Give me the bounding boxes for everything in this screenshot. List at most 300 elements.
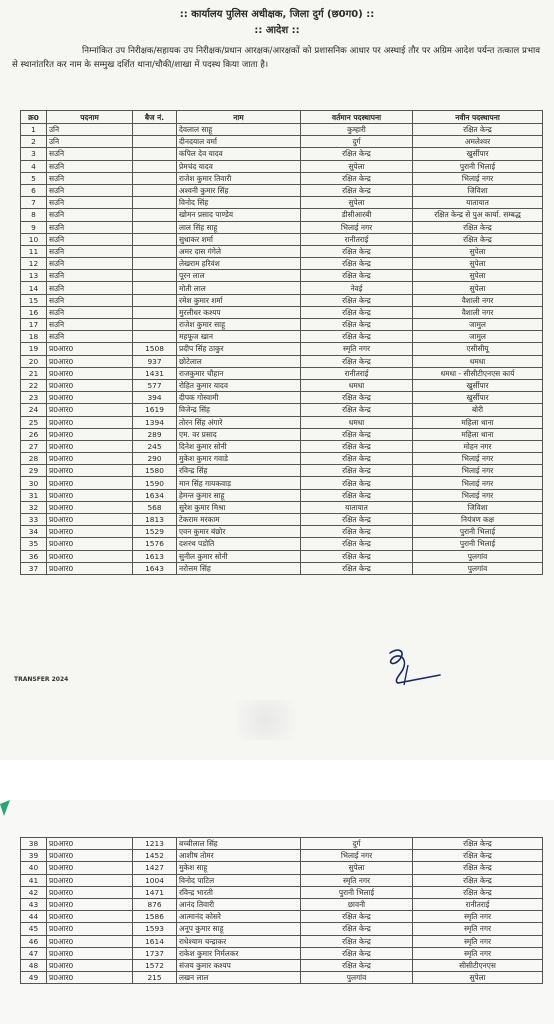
cell-new-posting: रक्षित केन्द्र bbox=[413, 850, 543, 862]
cell-new-posting: पुरानी भिलाई bbox=[413, 538, 543, 550]
table-row bbox=[21, 886, 543, 898]
cell-serial: 45 bbox=[21, 923, 47, 935]
cell-current-posting: रक्षित केन्द्र bbox=[301, 245, 413, 257]
cell-rank: प्र0आर0 bbox=[47, 428, 133, 440]
cell-new-posting: वैशाली नगर bbox=[413, 306, 543, 318]
cell-new-posting: रक्षित केन्द्र bbox=[413, 221, 543, 233]
cell-badge: 1593 bbox=[133, 923, 177, 935]
cell-current-posting: रक्षित केन्द्र bbox=[301, 404, 413, 416]
cell-rank: सउनि bbox=[47, 148, 133, 160]
cell-new-posting: स्मृति नगर bbox=[413, 911, 543, 923]
cell-current-posting: रक्षित केन्द्र bbox=[301, 172, 413, 184]
cell-current-posting: रक्षित केन्द्र bbox=[301, 911, 413, 923]
cell-rank: प्र0आर0 bbox=[47, 416, 133, 428]
cell-badge: 1452 bbox=[133, 850, 177, 862]
cell-new-posting: सुपेला bbox=[413, 245, 543, 257]
cell-current-posting: सुपेला bbox=[301, 160, 413, 172]
cell-badge bbox=[133, 282, 177, 294]
cell-serial: 5 bbox=[21, 172, 47, 184]
table-row bbox=[21, 136, 543, 148]
cell-badge bbox=[133, 233, 177, 245]
cell-current-posting: रक्षित केन्द्र bbox=[301, 514, 413, 526]
cell-serial: 20 bbox=[21, 355, 47, 367]
cell-name: एम. वर प्रसाद bbox=[177, 428, 301, 440]
cell-new-posting: बोरी bbox=[413, 404, 543, 416]
cell-serial: 2 bbox=[21, 136, 47, 148]
cell-badge: 1619 bbox=[133, 404, 177, 416]
table-row bbox=[21, 477, 543, 489]
cell-badge: 1576 bbox=[133, 538, 177, 550]
cell-serial: 4 bbox=[21, 160, 47, 172]
table-row bbox=[21, 258, 543, 270]
table-row bbox=[21, 355, 543, 367]
cell-rank: सउनि bbox=[47, 245, 133, 257]
cell-current-posting: रानीतराई bbox=[301, 233, 413, 245]
cell-new-posting: खुर्सीपार bbox=[413, 392, 543, 404]
cell-badge: 1394 bbox=[133, 416, 177, 428]
cell-serial: 31 bbox=[21, 489, 47, 501]
cell-current-posting: रक्षित केन्द्र bbox=[301, 319, 413, 331]
cell-serial: 47 bbox=[21, 947, 47, 959]
table-row bbox=[21, 245, 543, 257]
cell-new-posting: रक्षित केन्द्र bbox=[413, 233, 543, 245]
cell-serial: 23 bbox=[21, 392, 47, 404]
col-header-name: नाम bbox=[177, 111, 301, 124]
cell-name: मुरलीधर कश्यप bbox=[177, 306, 301, 318]
cell-rank: उनि bbox=[47, 136, 133, 148]
table-row bbox=[21, 306, 543, 318]
cell-name: प्रदीप सिंह ठाकुर bbox=[177, 343, 301, 355]
cell-rank: सउनि bbox=[47, 258, 133, 270]
cell-current-posting: रक्षित केन्द्र bbox=[301, 562, 413, 574]
table-row bbox=[21, 172, 543, 184]
cell-badge: 1613 bbox=[133, 550, 177, 562]
table-row bbox=[21, 959, 543, 971]
cell-badge bbox=[133, 124, 177, 136]
cell-badge bbox=[133, 221, 177, 233]
cell-name: दिनेश कुमार सोनी bbox=[177, 440, 301, 452]
cell-name: आत्मानंद कोसरे bbox=[177, 911, 301, 923]
cell-badge bbox=[133, 294, 177, 306]
cell-rank: प्र0आर0 bbox=[47, 874, 133, 886]
table-row bbox=[21, 404, 543, 416]
cell-name: दीपक गोस्वामी bbox=[177, 392, 301, 404]
cell-name: आनंद तिवारी bbox=[177, 898, 301, 910]
table-row bbox=[21, 550, 543, 562]
cell-serial: 30 bbox=[21, 477, 47, 489]
cell-name: मुकेश कुमार गवाडे bbox=[177, 453, 301, 465]
cell-badge bbox=[133, 319, 177, 331]
cell-new-posting: जिविशा bbox=[413, 501, 543, 513]
cell-name: लाल सिंह साहू bbox=[177, 221, 301, 233]
cell-rank: सउनि bbox=[47, 172, 133, 184]
cell-current-posting: रक्षित केन्द्र bbox=[301, 526, 413, 538]
cell-rank: प्र0आर0 bbox=[47, 489, 133, 501]
order-title: :: आदेश :: bbox=[254, 25, 300, 36]
cell-rank: प्र0आर0 bbox=[47, 440, 133, 452]
cell-serial: 25 bbox=[21, 416, 47, 428]
cell-badge bbox=[133, 136, 177, 148]
cell-current-posting: कुम्हारी bbox=[301, 124, 413, 136]
cell-serial: 44 bbox=[21, 911, 47, 923]
cell-serial: 28 bbox=[21, 453, 47, 465]
cell-new-posting: यातायात bbox=[413, 197, 543, 209]
cell-badge bbox=[133, 245, 177, 257]
cell-new-posting: जामुल bbox=[413, 319, 543, 331]
col-header-rank: पदनाम bbox=[47, 111, 133, 124]
cell-name: सुरेश कुमार मिश्रा bbox=[177, 501, 301, 513]
cell-badge: 1634 bbox=[133, 489, 177, 501]
cell-name: देवलाल साहू bbox=[177, 124, 301, 136]
cell-name: पूरन लाल bbox=[177, 270, 301, 282]
cell-new-posting: भिलाई नगर bbox=[413, 465, 543, 477]
cell-badge: 937 bbox=[133, 355, 177, 367]
table-row bbox=[21, 197, 543, 209]
cell-name: विनोद पाटिल bbox=[177, 874, 301, 886]
cell-new-posting: रक्षित केन्द्र bbox=[413, 124, 543, 136]
cell-name: रविन्द्र सिंह bbox=[177, 465, 301, 477]
cell-current-posting: पुरानी भिलाई bbox=[301, 886, 413, 898]
cell-name: मुकेश साहू bbox=[177, 862, 301, 874]
table-body-page-1 bbox=[21, 124, 543, 575]
table-row bbox=[21, 923, 543, 935]
cell-new-posting: पुरानी भिलाई bbox=[413, 526, 543, 538]
transfer-table-page-2 bbox=[20, 837, 543, 984]
cell-badge: 394 bbox=[133, 392, 177, 404]
cell-serial: 6 bbox=[21, 184, 47, 196]
cell-name: राजेश कुमार साहू bbox=[177, 319, 301, 331]
cell-new-posting: महिला थाना bbox=[413, 428, 543, 440]
cell-badge bbox=[133, 306, 177, 318]
cell-current-posting: सुपेला bbox=[301, 862, 413, 874]
table-header-row bbox=[21, 111, 543, 124]
table-row bbox=[21, 489, 543, 501]
cell-new-posting: भिलाई नगर bbox=[413, 489, 543, 501]
cell-badge: 1643 bbox=[133, 562, 177, 574]
table-row bbox=[21, 221, 543, 233]
cell-current-posting: रक्षित केन्द्र bbox=[301, 392, 413, 404]
table-row bbox=[21, 392, 543, 404]
cell-new-posting: धमधा - सीसीटीएनएस कार्य bbox=[413, 367, 543, 379]
cell-name: छोटेलाल bbox=[177, 355, 301, 367]
cell-rank: प्र0आर0 bbox=[47, 886, 133, 898]
cell-serial: 22 bbox=[21, 379, 47, 391]
table-row bbox=[21, 850, 543, 862]
cell-rank: सउनि bbox=[47, 282, 133, 294]
cell-serial: 8 bbox=[21, 209, 47, 221]
table-row bbox=[21, 911, 543, 923]
cell-serial: 19 bbox=[21, 343, 47, 355]
cell-rank: सउनि bbox=[47, 319, 133, 331]
table-row bbox=[21, 416, 543, 428]
table-row bbox=[21, 282, 543, 294]
cell-badge: 1004 bbox=[133, 874, 177, 886]
cell-badge: 1614 bbox=[133, 935, 177, 947]
cell-name: लखन लाल bbox=[177, 972, 301, 984]
cell-serial: 27 bbox=[21, 440, 47, 452]
table-row bbox=[21, 874, 543, 886]
cell-current-posting: धमधा bbox=[301, 379, 413, 391]
cell-rank: प्र0आर0 bbox=[47, 526, 133, 538]
cell-new-posting: स्मृति नगर bbox=[413, 947, 543, 959]
cell-rank: प्र0आर0 bbox=[47, 911, 133, 923]
cell-serial: 1 bbox=[21, 124, 47, 136]
cell-badge bbox=[133, 160, 177, 172]
cell-new-posting: नियंत्रण कक्ष bbox=[413, 514, 543, 526]
cell-new-posting: भिलाई नगर bbox=[413, 453, 543, 465]
cell-rank: प्र0आर0 bbox=[47, 898, 133, 910]
table-row bbox=[21, 184, 543, 196]
cell-rank: सउनि bbox=[47, 184, 133, 196]
cell-name: सुधाकर शर्मा bbox=[177, 233, 301, 245]
cell-new-posting: रक्षित केन्द्र bbox=[413, 838, 543, 850]
cell-badge bbox=[133, 148, 177, 160]
cell-rank: सउनि bbox=[47, 270, 133, 282]
cell-new-posting: एसीसीयू bbox=[413, 343, 543, 355]
cell-badge bbox=[133, 331, 177, 343]
cell-current-posting: सुपेला bbox=[301, 197, 413, 209]
order-intro-paragraph: निम्नांकित उप निरीक्षक/सहायक उप निरीक्षक/प्रधान आरक्षक/आरक्षकों को प्रशासनिक आधार पर अस्थाई तौर पर अग्रिम आदेश पर्यन्त तत्काल प्रभाव से स्थानांतरित कर नाम के सम्मुख दर्शित थाना/चौकी/शाखा में पदस्थ किया जाता है। bbox=[12, 46, 540, 70]
cell-serial: 35 bbox=[21, 538, 47, 550]
cell-serial: 36 bbox=[21, 550, 47, 562]
cell-current-posting: भिलाई नगर bbox=[301, 850, 413, 862]
cell-new-posting: जामुल bbox=[413, 331, 543, 343]
cell-serial: 9 bbox=[21, 221, 47, 233]
cell-current-posting: रक्षित केन्द्र bbox=[301, 947, 413, 959]
cell-name: दीनदयाल वर्मा bbox=[177, 136, 301, 148]
cell-serial: 46 bbox=[21, 935, 47, 947]
table-row bbox=[21, 343, 543, 355]
cell-name: लेखराम हरिवंश bbox=[177, 258, 301, 270]
cell-new-posting: भिलाई नगर bbox=[413, 172, 543, 184]
cell-current-posting: रक्षित केन्द्र bbox=[301, 489, 413, 501]
cell-new-posting: सीसीटीएनएस bbox=[413, 959, 543, 971]
cell-serial: 3 bbox=[21, 148, 47, 160]
cell-badge: 1586 bbox=[133, 911, 177, 923]
table-row bbox=[21, 935, 543, 947]
cell-name: राजकुमार चौहान bbox=[177, 367, 301, 379]
cell-serial: 29 bbox=[21, 465, 47, 477]
cell-badge: 215 bbox=[133, 972, 177, 984]
cell-new-posting: रानीतराई bbox=[413, 898, 543, 910]
cell-new-posting: सुपेला bbox=[413, 270, 543, 282]
col-header-badge: बैज नं. bbox=[133, 111, 177, 124]
cell-badge bbox=[133, 258, 177, 270]
cell-rank: प्र0आर0 bbox=[47, 465, 133, 477]
table-row bbox=[21, 947, 543, 959]
table-row bbox=[21, 160, 543, 172]
cell-new-posting: रक्षित केन्द्र bbox=[413, 862, 543, 874]
cell-name: रविन्द्र भारती bbox=[177, 886, 301, 898]
cell-rank: सउनि bbox=[47, 306, 133, 318]
cell-new-posting: धमधा bbox=[413, 355, 543, 367]
cell-name: रोहित कुमार यादव bbox=[177, 379, 301, 391]
cell-name: हेमन्त कुमार साहू bbox=[177, 489, 301, 501]
table-row bbox=[21, 453, 543, 465]
corner-chevron-icon bbox=[0, 800, 16, 818]
table-row bbox=[21, 270, 543, 282]
cell-rank: प्र0आर0 bbox=[47, 838, 133, 850]
cell-serial: 21 bbox=[21, 367, 47, 379]
table-row bbox=[21, 898, 543, 910]
cell-serial: 24 bbox=[21, 404, 47, 416]
cell-name: विजेन्द्र सिंह bbox=[177, 404, 301, 416]
cell-serial: 16 bbox=[21, 306, 47, 318]
cell-rank: प्र0आर0 bbox=[47, 935, 133, 947]
table-row bbox=[21, 526, 543, 538]
transfer-footer-tag: TRANSFER 2024 bbox=[14, 676, 69, 683]
cell-name: दशरथ पडोति bbox=[177, 538, 301, 550]
cell-rank: प्र0आर0 bbox=[47, 404, 133, 416]
cell-serial: 42 bbox=[21, 886, 47, 898]
table-row bbox=[21, 148, 543, 160]
table-row bbox=[21, 440, 543, 452]
cell-rank: प्र0आर0 bbox=[47, 972, 133, 984]
cell-badge bbox=[133, 209, 177, 221]
cell-name: मान सिंह गायकवाड़ bbox=[177, 477, 301, 489]
cell-current-posting: रक्षित केन्द्र bbox=[301, 923, 413, 935]
cell-rank: उनि bbox=[47, 124, 133, 136]
cell-badge bbox=[133, 197, 177, 209]
cell-rank: प्र0आर0 bbox=[47, 923, 133, 935]
cell-rank: सउनि bbox=[47, 331, 133, 343]
cell-current-posting: रक्षित केन्द्र bbox=[301, 306, 413, 318]
cell-rank: प्र0आर0 bbox=[47, 562, 133, 574]
cell-badge: 577 bbox=[133, 379, 177, 391]
cell-badge bbox=[133, 172, 177, 184]
cell-rank: सउनि bbox=[47, 294, 133, 306]
page-smudge bbox=[236, 700, 296, 740]
table-row bbox=[21, 972, 543, 984]
cell-rank: प्र0आर0 bbox=[47, 850, 133, 862]
cell-current-posting: दुर्ग bbox=[301, 838, 413, 850]
table-row bbox=[21, 538, 543, 550]
cell-rank: प्र0आर0 bbox=[47, 959, 133, 971]
cell-current-posting: भिलाई नगर bbox=[301, 221, 413, 233]
cell-badge: 1529 bbox=[133, 526, 177, 538]
cell-new-posting: सुपेला bbox=[413, 258, 543, 270]
table-row bbox=[21, 379, 543, 391]
cell-badge bbox=[133, 184, 177, 196]
cell-current-posting: रक्षित केन्द्र bbox=[301, 355, 413, 367]
cell-current-posting: रक्षित केन्द्र bbox=[301, 538, 413, 550]
cell-badge: 876 bbox=[133, 898, 177, 910]
cell-name: बच्चीलाल सिंह bbox=[177, 838, 301, 850]
cell-current-posting: छावनी bbox=[301, 898, 413, 910]
cell-serial: 33 bbox=[21, 514, 47, 526]
cell-rank: सउनि bbox=[47, 233, 133, 245]
cell-name: अनूप कुमार साहू bbox=[177, 923, 301, 935]
cell-rank: प्र0आर0 bbox=[47, 862, 133, 874]
cell-new-posting: पुलगांव bbox=[413, 550, 543, 562]
cell-current-posting: यातायात bbox=[301, 501, 413, 513]
cell-new-posting: अमलेश्वर bbox=[413, 136, 543, 148]
cell-name: तोरन सिंह अंगारे bbox=[177, 416, 301, 428]
cell-serial: 49 bbox=[21, 972, 47, 984]
cell-rank: सउनि bbox=[47, 160, 133, 172]
cell-new-posting: जिविशा bbox=[413, 184, 543, 196]
cell-new-posting: पुलगांव bbox=[413, 562, 543, 574]
cell-badge: 1580 bbox=[133, 465, 177, 477]
cell-name: अमर दास गंगेले bbox=[177, 245, 301, 257]
signature-mark bbox=[380, 645, 450, 690]
cell-rank: प्र0आर0 bbox=[47, 355, 133, 367]
cell-name: प्रेमचंद यादव bbox=[177, 160, 301, 172]
cell-name: राधेश्याम चन्द्राकर bbox=[177, 935, 301, 947]
cell-badge: 1737 bbox=[133, 947, 177, 959]
cell-name: खोमन प्रसाद पाण्डेय bbox=[177, 209, 301, 221]
table-body-page-2 bbox=[21, 838, 543, 984]
cell-new-posting: भिलाई नगर bbox=[413, 477, 543, 489]
cell-current-posting: नेवई bbox=[301, 282, 413, 294]
cell-current-posting: रक्षित केन्द्र bbox=[301, 440, 413, 452]
cell-serial: 13 bbox=[21, 270, 47, 282]
table-row bbox=[21, 514, 543, 526]
cell-name: राजेश कुमार तिवारी bbox=[177, 172, 301, 184]
cell-current-posting: रक्षित केन्द्र bbox=[301, 959, 413, 971]
cell-new-posting: महिला थाना bbox=[413, 416, 543, 428]
cell-serial: 39 bbox=[21, 850, 47, 862]
cell-new-posting: खुर्सीपार bbox=[413, 379, 543, 391]
cell-serial: 7 bbox=[21, 197, 47, 209]
cell-serial: 43 bbox=[21, 898, 47, 910]
cell-rank: सउनि bbox=[47, 221, 133, 233]
cell-current-posting: रक्षित केन्द्र bbox=[301, 258, 413, 270]
cell-rank: प्र0आर0 bbox=[47, 392, 133, 404]
cell-new-posting: रक्षित केन्द्र bbox=[413, 874, 543, 886]
cell-rank: प्र0आर0 bbox=[47, 514, 133, 526]
cell-new-posting: स्मृति नगर bbox=[413, 923, 543, 935]
cell-badge: 568 bbox=[133, 501, 177, 513]
cell-badge: 1508 bbox=[133, 343, 177, 355]
cell-new-posting: मोहन नगर bbox=[413, 440, 543, 452]
cell-badge: 1213 bbox=[133, 838, 177, 850]
cell-serial: 48 bbox=[21, 959, 47, 971]
cell-rank: प्र0आर0 bbox=[47, 379, 133, 391]
cell-current-posting: रक्षित केन्द्र bbox=[301, 550, 413, 562]
cell-new-posting: वैशाली नगर bbox=[413, 294, 543, 306]
cell-name: महफूज खान bbox=[177, 331, 301, 343]
cell-current-posting: रक्षित केन्द्र bbox=[301, 331, 413, 343]
cell-current-posting: धमधा bbox=[301, 416, 413, 428]
cell-rank: सउनि bbox=[47, 209, 133, 221]
cell-current-posting: रक्षित केन्द्र bbox=[301, 270, 413, 282]
cell-badge bbox=[133, 270, 177, 282]
cell-new-posting: रक्षित केन्द्र से पुअ कार्या. सम्बद्ध bbox=[413, 209, 543, 221]
table-row bbox=[21, 124, 543, 136]
cell-new-posting: सुपेला bbox=[413, 282, 543, 294]
table-row bbox=[21, 209, 543, 221]
cell-current-posting: रक्षित केन्द्र bbox=[301, 465, 413, 477]
cell-badge: 1427 bbox=[133, 862, 177, 874]
cell-name: अश्वनी कुमार सिंह bbox=[177, 184, 301, 196]
col-header-current-posting: वर्तमान पदस्थापना bbox=[301, 111, 413, 124]
cell-serial: 15 bbox=[21, 294, 47, 306]
cell-serial: 38 bbox=[21, 838, 47, 850]
cell-current-posting: रक्षित केन्द्र bbox=[301, 453, 413, 465]
cell-new-posting: खुर्सीपार bbox=[413, 148, 543, 160]
table-row bbox=[21, 562, 543, 574]
table-row bbox=[21, 501, 543, 513]
cell-current-posting: रक्षित केन्द्र bbox=[301, 477, 413, 489]
cell-current-posting: रक्षित केन्द्र bbox=[301, 294, 413, 306]
transfer-table-page-1 bbox=[20, 110, 543, 575]
cell-serial: 32 bbox=[21, 501, 47, 513]
cell-serial: 12 bbox=[21, 258, 47, 270]
cell-rank: प्र0आर0 bbox=[47, 343, 133, 355]
cell-rank: प्र0आर0 bbox=[47, 550, 133, 562]
table-row bbox=[21, 331, 543, 343]
